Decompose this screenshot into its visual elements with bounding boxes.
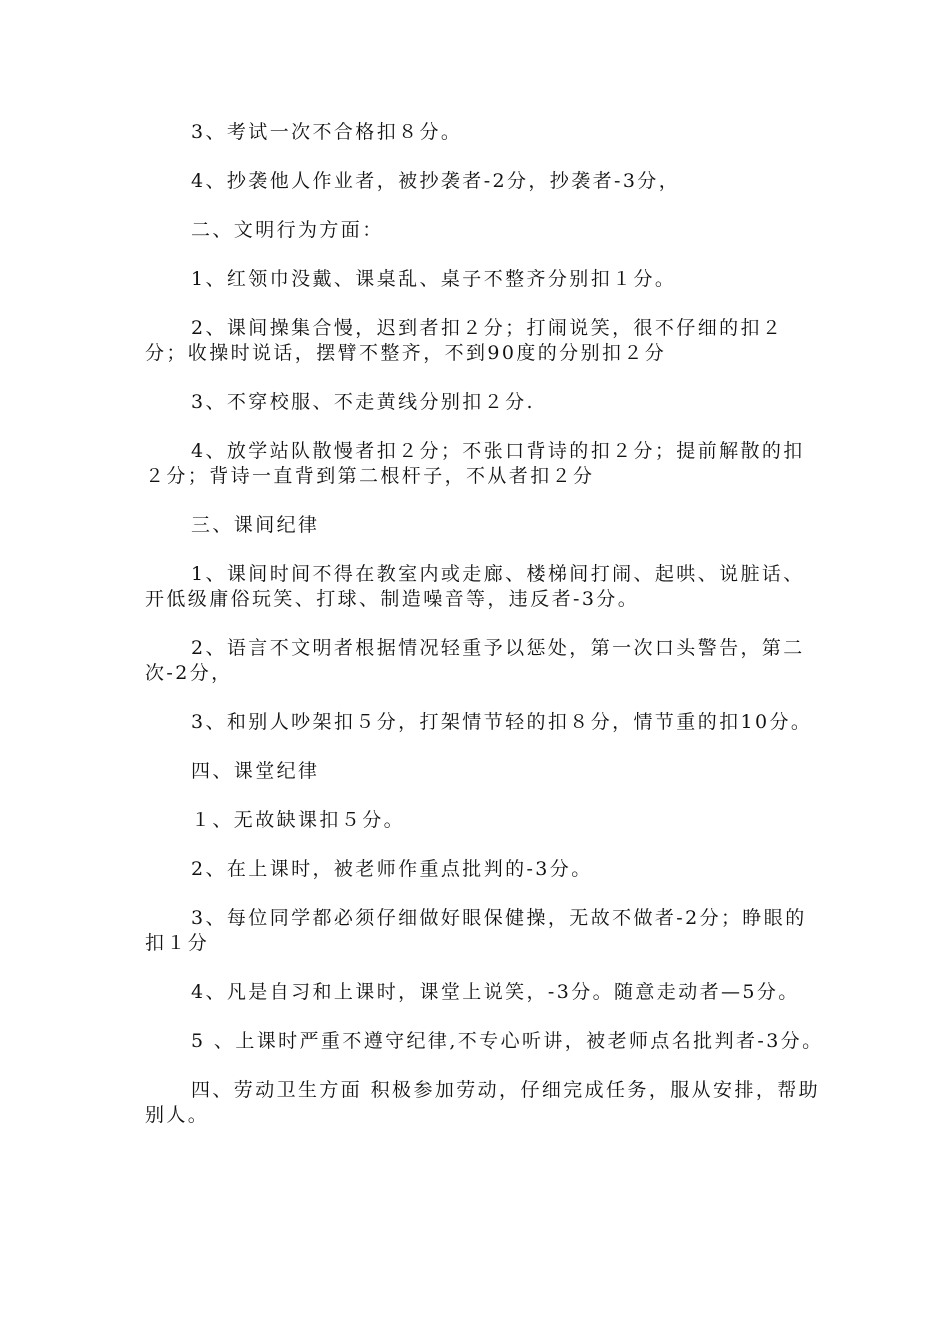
paragraph: 2、在上课时，被老师作重点批判的-3分。 (191, 858, 593, 880)
paragraph: 4、抄袭他人作业者，被抄袭者-2分，抄袭者-3分， (191, 170, 681, 192)
paragraph: 4、放学站队散慢者扣２分；不张口背诗的扣２分；提前解散的扣２分；背诗一直背到第二根杆子，不从者扣２分 (145, 440, 805, 487)
paragraph: 3、不穿校服、不走黄线分别扣２分. (191, 391, 535, 413)
paragraph: 1、课间时间不得在教室内或走廊、楼梯间打闹、起哄、说脏话、开低级庸俗玩笑、打球、制造噪音等，违反者-3分。 (145, 563, 805, 610)
paragraph: 5 、上课时严重不遵守纪律,不专心听讲，被老师点名批判者-3分。 (191, 1030, 824, 1052)
paragraph: 4、凡是自习和上课时，课堂上说笑，-3分。随意走动者—5分。 (191, 981, 800, 1003)
paragraph: 2、语言不文明者根据情况轻重予以惩处，第一次口头警告，第二次-2分， (145, 637, 805, 684)
paragraph: 1、红领巾没戴、课桌乱、桌子不整齐分别扣１分。 (191, 268, 677, 290)
paragraph: 3、和别人吵架扣５分，打架情节轻的扣８分，情节重的扣10分。 (191, 711, 813, 733)
section-heading: 四、课堂纪律 (191, 760, 320, 782)
section-heading: 四、劳动卫生方面 积极参加劳动，仔细完成任务，服从安排，帮助别人。 (145, 1079, 821, 1126)
paragraph: 3、考试一次不合格扣８分。 (191, 121, 463, 143)
paragraph: 2、课间操集合慢，迟到者扣２分；打闹说笑，很不仔细的扣２分；收操时说话，摆臂不整齐，不到90度的分别扣２分 (145, 317, 784, 364)
section-heading: 二、文明行为方面： (191, 219, 384, 241)
section-heading: 三、课间纪律 (191, 514, 320, 536)
document-body (145, 120, 825, 1152)
paragraph: 3、每位同学都必须仔细做好眼保健操，无故不做者-2分；睁眼的扣１分 (145, 907, 807, 954)
paragraph: １、无故缺课扣５分。 (191, 809, 406, 831)
